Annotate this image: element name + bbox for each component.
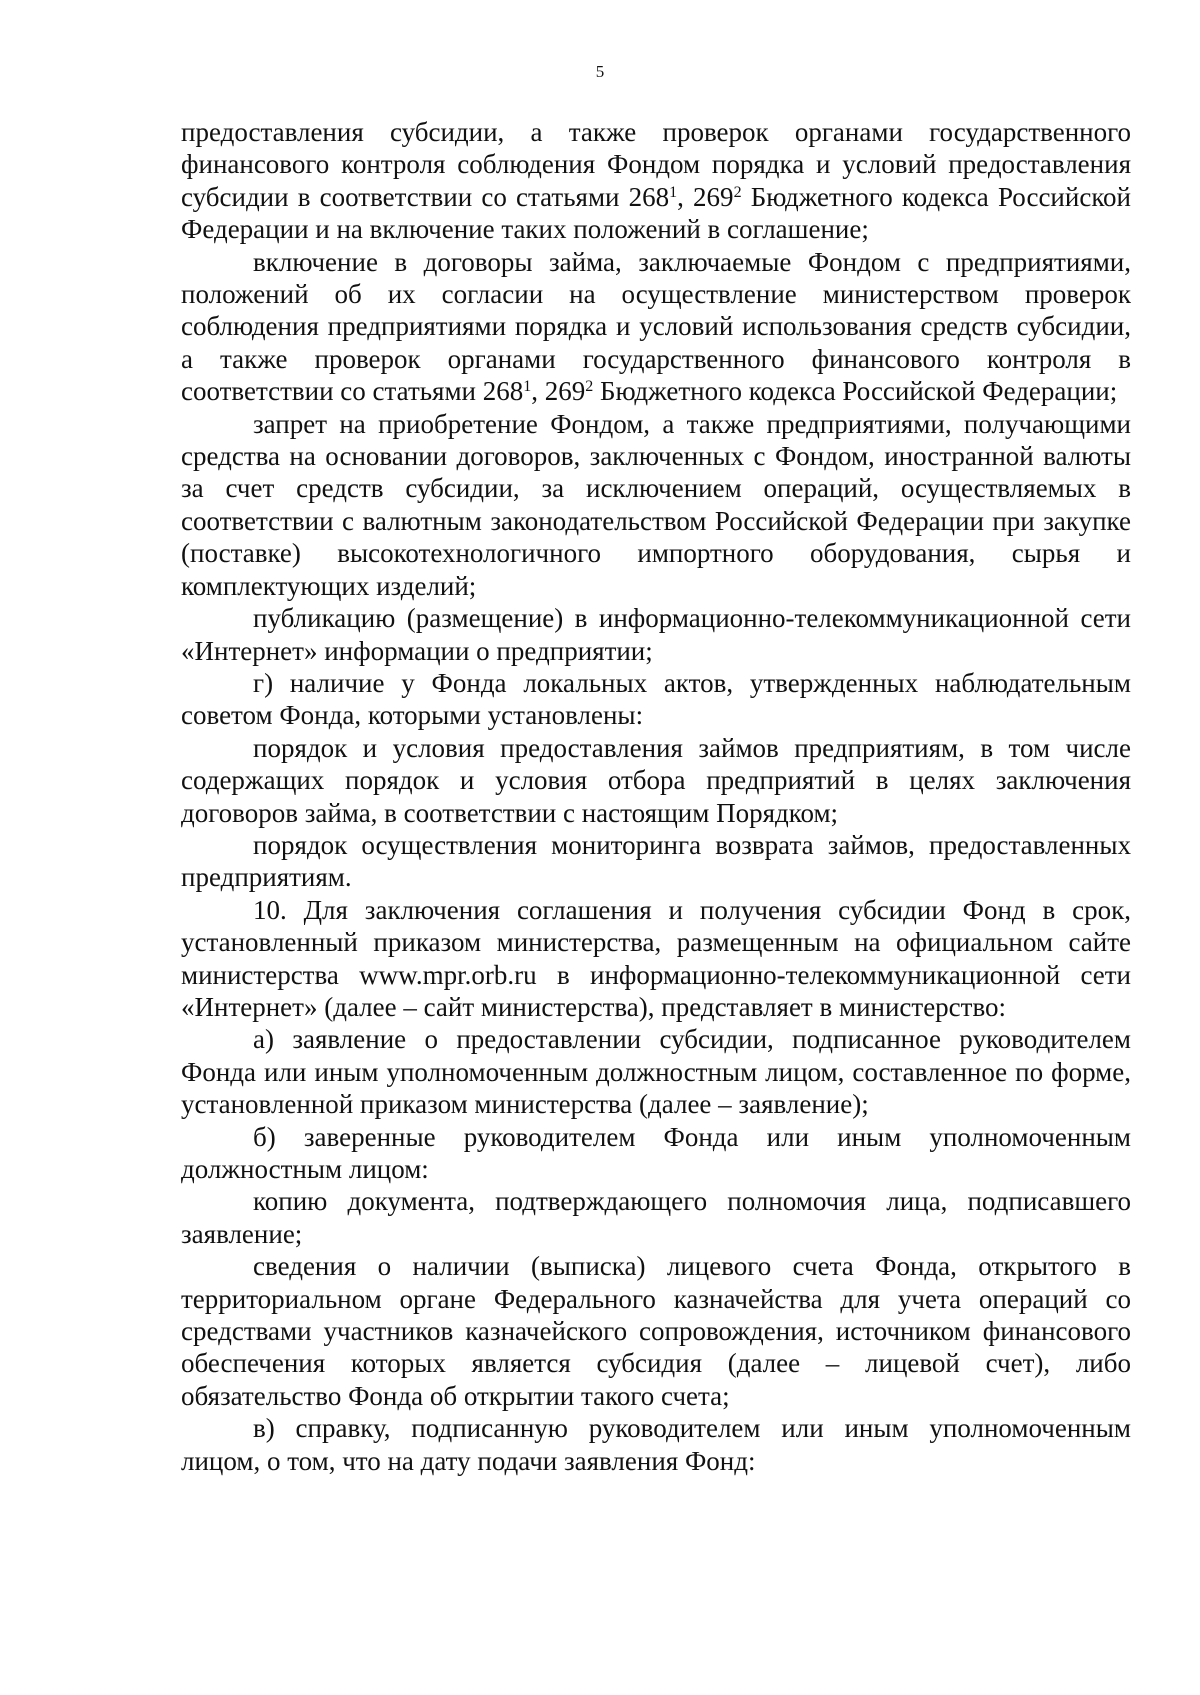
paragraph-text: запрет на приобретение Фондом, а также предприятиями, получающими средства на основании договоров, заключенных с Фондом, иностранной валюты за счет средств субсидии, за исключением операций, осуществляемых в соответствии с валютным законодательством Российской Федерации при закупке (поставке) высокотехнологичного импортного оборудования, сырья и комплектующих изделий; xyxy=(181,408,1131,601)
paragraph xyxy=(181,732,1131,829)
paragraph xyxy=(181,894,1131,1024)
superscript-index: 1 xyxy=(669,183,678,201)
paragraph-text: включение в договоры займа, заключаемые Фондом с предприятиями, положений об их согласии на осуществление министерством проверок соблюдения предприятиями порядка и условий использования средств субсидии, а также проверок органами государственного финансового контроля в соответствии со статьями 268 xyxy=(181,246,1131,407)
paragraph-text: г) наличие у Фонда локальных актов, утвержденных наблюдательным советом Фонда, которыми установлены: xyxy=(181,667,1131,731)
paragraph xyxy=(181,667,1131,732)
paragraph xyxy=(181,1023,1131,1120)
superscript-index: 2 xyxy=(585,378,594,396)
paragraph-text: порядок и условия предоставления займов предприятиям, в том числе содержащих порядок и условия отбора предприятий в целях заключения договоров займа, в соответствии с настоящим Порядком; xyxy=(181,732,1131,828)
paragraph-text: 10. Для заключения соглашения и получения субсидии Фонд в срок, установленный приказом министерства, размещенным на официальном сайте министерства www.mpr.orb.ru в информационно-телекоммуникационной сети «Интернет» (далее – сайт министерства), представляет в министерство: xyxy=(181,894,1131,1022)
paragraph-text: порядок осуществления мониторинга возврата займов, предоставленных предприятиям. xyxy=(181,829,1131,893)
paragraph-text: сведения о наличии (выписка) лицевого счета Фонда, открытого в территориальном органе Федерального казначейства для учета операций со средствами участников казначейского сопровождения, источником финансового обеспечения которых является субсидия (далее – лицевой счет), либо обязательство Фонда об открытии такого счета; xyxy=(181,1251,1131,1411)
paragraph-text: а) заявление о предоставлении субсидии, подписанное руководителем Фонда или иным уполномоченным должностным лицом, составленное по форме, установленной приказом министерства (далее – заявление); xyxy=(181,1024,1131,1120)
paragraph xyxy=(181,1250,1131,1412)
paragraph xyxy=(181,116,1131,246)
paragraph-text: публикацию (размещение) в информационно-телекоммуникационной сети «Интернет» информации о предприятии; xyxy=(181,603,1131,666)
paragraph xyxy=(181,602,1131,667)
superscript-index: 2 xyxy=(733,183,742,201)
page-number: 5 xyxy=(595,62,605,81)
paragraph xyxy=(181,1412,1131,1477)
paragraph xyxy=(181,408,1131,602)
paragraph-text: , 269 xyxy=(677,181,734,212)
document-body xyxy=(181,116,1131,1477)
paragraph-text: б) заверенные руководителем Фонда или иным уполномоченным должностным лицом: xyxy=(181,1121,1131,1184)
paragraph-text: Бюджетного кодекса Российской Федерации; xyxy=(593,376,1118,407)
paragraph xyxy=(181,246,1131,408)
paragraph-text: предоставления субсидии, а также проверок органами государственного финансового контроля соблюдения Фондом порядка и условий предоставления субсидии в соответствии со статьями 268 xyxy=(181,117,1131,212)
paragraph-text: Бюджетного кодекса Российской Федерации и на включение таких положений в соглашение; xyxy=(181,181,1132,245)
paragraph-text: в) справку, подписанную руководителем или иным уполномоченным лицом, о том, что на дату подачи заявления Фонд: xyxy=(181,1413,1131,1476)
superscript-index: 1 xyxy=(523,378,532,396)
paragraph-text: , 269 xyxy=(531,376,586,407)
paragraph-text: копию документа, подтверждающего полномочия лица, подписавшего заявление; xyxy=(181,1186,1131,1249)
paragraph xyxy=(181,1185,1131,1250)
paragraph xyxy=(181,1121,1131,1186)
paragraph xyxy=(181,829,1131,894)
